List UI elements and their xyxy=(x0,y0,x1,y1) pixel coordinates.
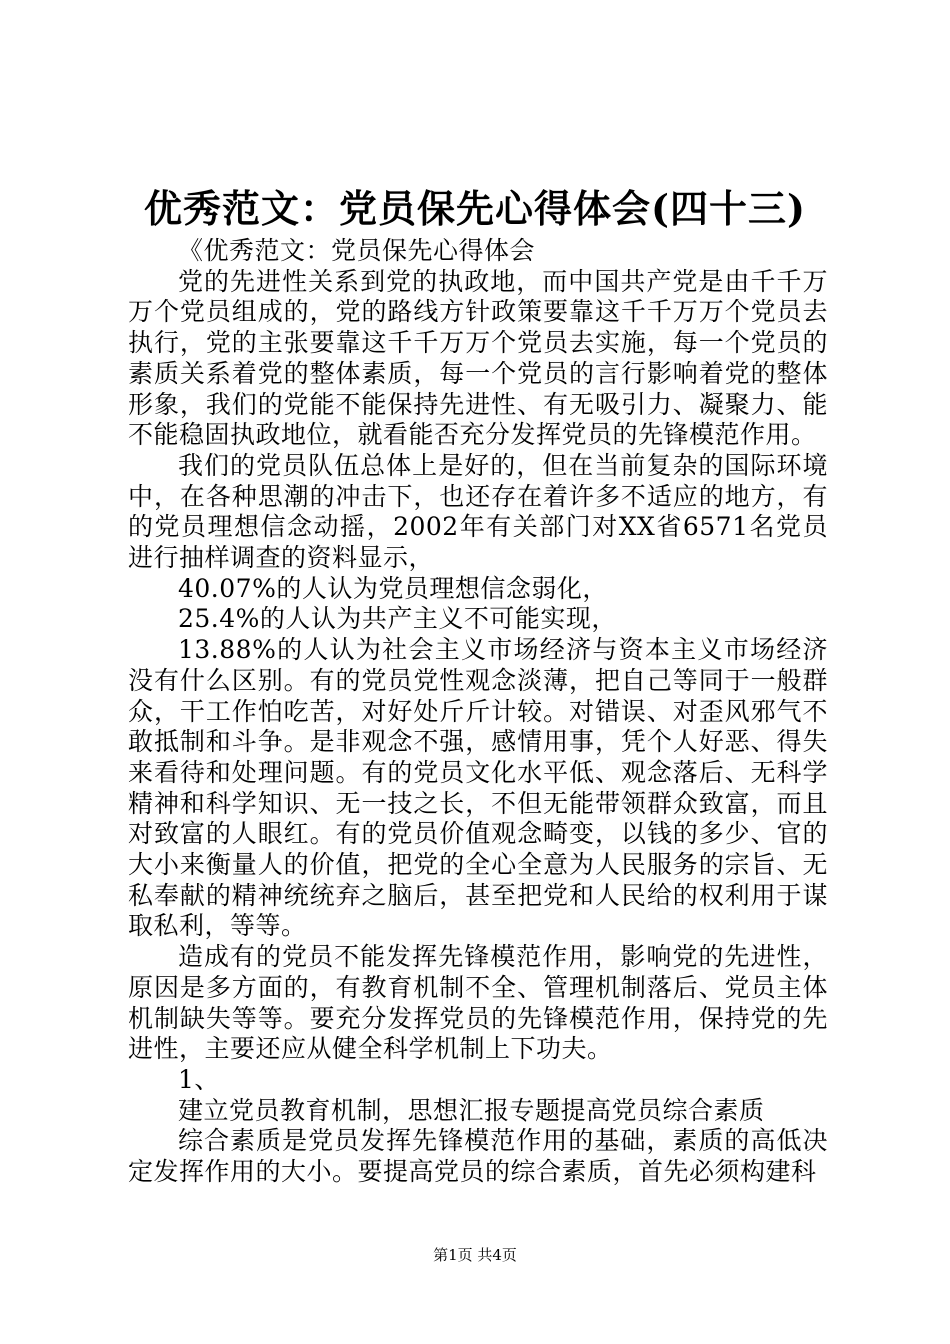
paragraph-intro: 《优秀范文：党员保先心得体会 xyxy=(178,236,536,265)
paragraph: 综合素质是党员发挥先锋模范作用的基础，素质的高低决定发挥作用的大小。要提高党员的综合素质，首先必须构建科 xyxy=(128,1126,828,1187)
document-body xyxy=(128,236,828,1188)
paragraph: 25.4%的人认为共产主义不可能实现， xyxy=(178,604,617,634)
page-footer: 第1页 共4页 xyxy=(433,1246,517,1264)
paragraph: 40.07%的人认为党员理想信念弱化， xyxy=(178,573,608,603)
paragraph: 造成有的党员不能发挥先锋模范作用，影响党的先进性，原因是多方面的，有教育机制不全、管理机制落后、党员主体机制缺失等等。要充分发挥党员的先锋模范作用，保持党的先进性，主要还应从健全科学机制上下功夫。 xyxy=(128,942,828,1064)
section-heading: 建立党员教育机制，思想汇报专题提高党员综合素质 xyxy=(178,1095,765,1125)
paragraph: 党的先进性关系到党的执政地，而中国共产党是由千千万万个党员组成的，党的路线方针政策要靠这千千万万个党员去执行，党的主张要靠这千千万万个党员去实施，每一个党员的素质关系着党的整体素质，每一个党员的言行影响着党的整体形象，我们的党能不能保持先进性、有无吸引力、凝聚力、能不能稳固执政地位，就看能否充分发挥党员的先锋模范作用。 xyxy=(128,266,828,450)
paragraph: 13.88%的人认为社会主义市场经济与资本主义市场经济没有什么区别。有的党员党性观念淡薄，把自己等同于一般群众，干工作怕吃苦，对好处斤斤计较。对错误、对歪风邪气不敢抵制和斗争。是非观念不强，感情用事，凭个人好恶、得失来看待和处理问题。有的党员文化水平低、观念落后、无科学精神和科学知识、无一技之长，不但无能带领群众致富，而且对致富的人眼红。有的党员价值观念畸变，以钱的多少、官的大小来衡量人的价值，把党的全心全意为人民服务的宗旨、无私奉献的精神统统弃之脑后，甚至把党和人民给的权利用于谋取私利，等等。 xyxy=(128,635,828,941)
document-title: 优秀范文：党员保先心得体会(四十三) xyxy=(144,186,806,231)
section-number: 1、 xyxy=(178,1064,220,1094)
paragraph: 我们的党员队伍总体上是好的，但在当前复杂的国际环境中，在各种思潮的冲击下，也还存在着许多不适应的地方，有的党员理想信念动摇，2002年有关部门对XX省6571名党员进行抽样调查的资料显示， xyxy=(128,450,828,573)
